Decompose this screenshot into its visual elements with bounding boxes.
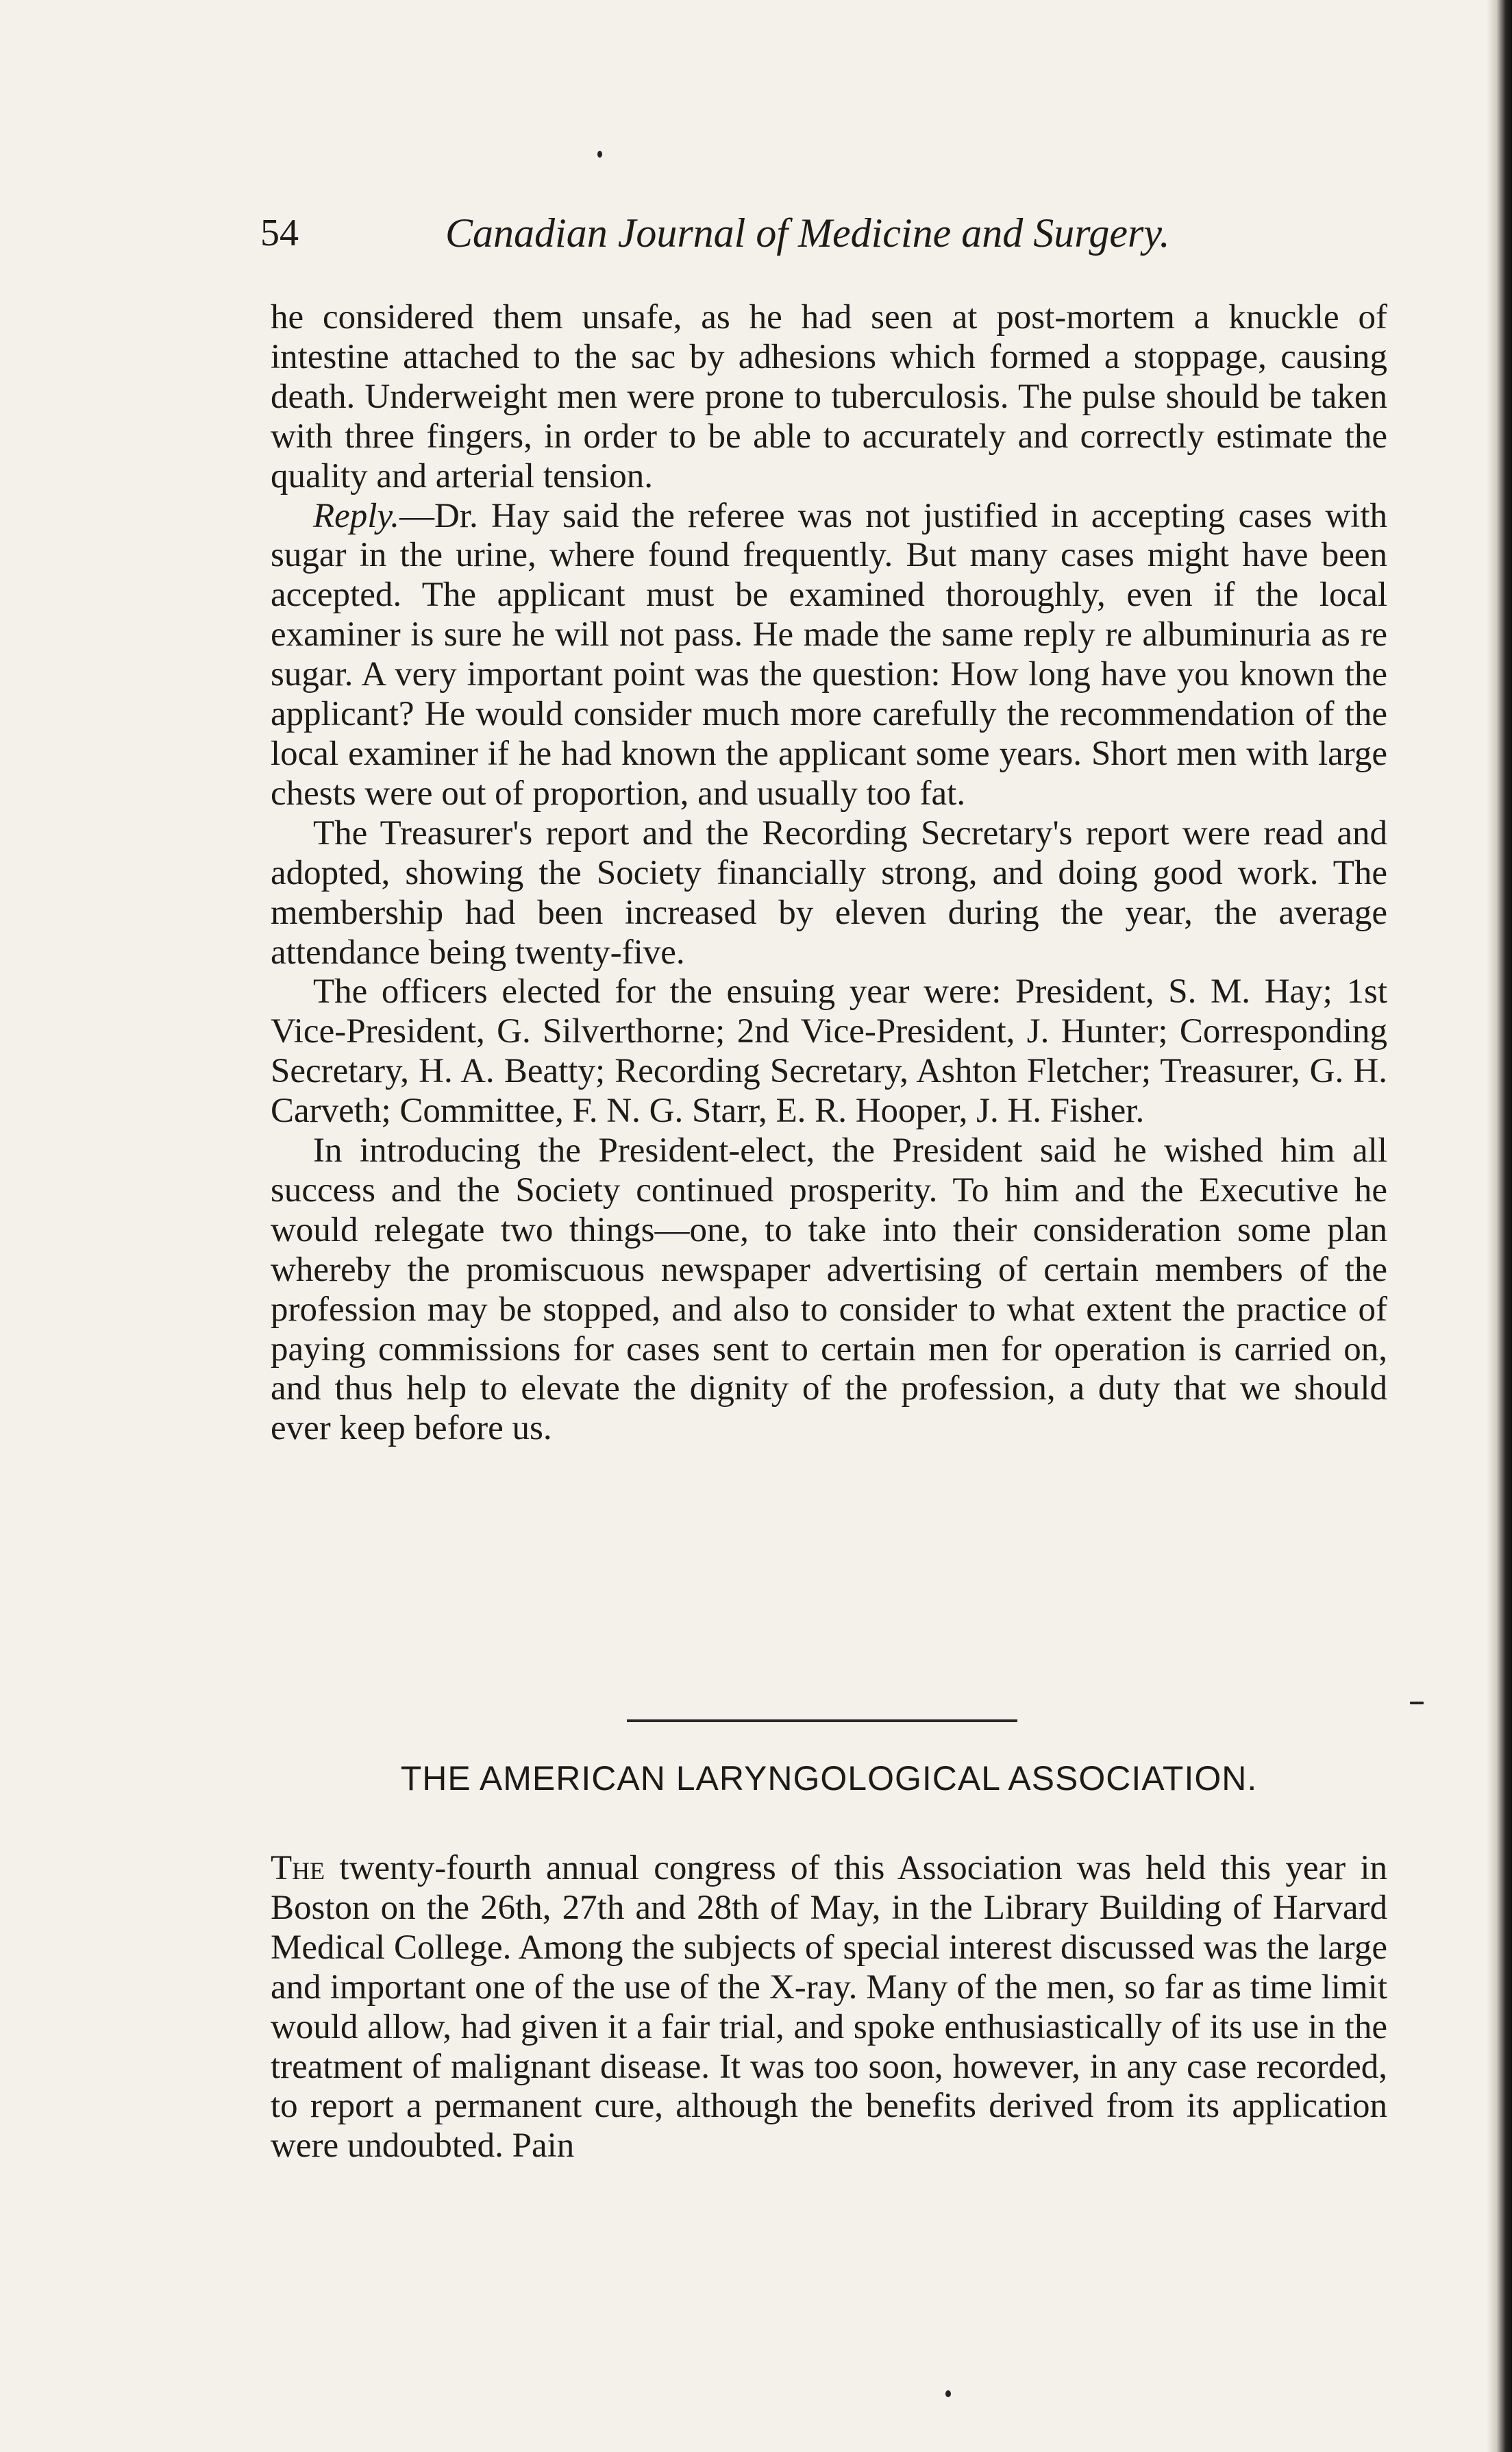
- margin-dash: [1410, 1702, 1424, 1704]
- page-number: 54: [260, 212, 299, 254]
- congress-text: twenty-fourth annual congress of this Association was held this year in Boston on the 26th, 27th and 28th of May, in the Library Building of Harvard Medical College. Among the subjects of special interest discussed was the large and important one of the use of the X-ray. Many of the men, so far as time limit would allow, had given it a fair trial, and spoke enthusiastically of its use in the treatment of malignant disease. It was too soon, however, in any case recorded, to report a permanent cure, although the benefits derived from its application were undoubted. Pain: [271, 1849, 1387, 2166]
- paragraph-officers-elected: The officers elected for the ensuing year were: President, S. M. Hay; 1st Vice-President, G. Silverthorne; 2nd Vice-President, J. Hunter; Corresponding Secretary, H. A. Beatty; Recording Secretary, Ashton Fletcher; Treasurer, G. H. Carveth; Committee, F. N. G. Starr, E. R. Hooper, J. H. Fisher.: [271, 972, 1387, 1131]
- paragraph-unsafe-cases: he considered them unsafe, as he had seen at post-mortem a knuckle of intestine attached to the sac by adhesions which formed a stoppage, causing death. Underweight men were prone to tuberculosis. The pulse should be taken with three fingers, in order to be able to accurately and correctly estimate the quality and arterial tension.: [271, 298, 1387, 495]
- section-divider: [627, 1719, 1017, 1722]
- journal-title: Canadian Journal of Medicine and Surgery.: [445, 210, 1170, 256]
- book-spine-edge: [1487, 0, 1512, 2452]
- paragraph-president-elect: In introducing the President-elect, the President said he wished him all success and the Society continued prosperity. To him and the Executive he would relegate two things—one, to take into their consideration some plan whereby the promiscuous newspaper advertising of certain members of the profession may be stopped, and also to consider to what extent the practice of paying commissions for cases sent to certain men for operation is carried on, and thus help to elevate the dignity of the profession, a duty that we should ever keep before us.: [271, 1131, 1387, 1448]
- section-heading: THE AMERICAN LARYNGOLOGICAL ASSOCIATION.: [400, 1759, 1258, 1798]
- society-report-continuation: [271, 298, 1387, 1449]
- reply-text: —Dr. Hay said the referee was not justified in accepting cases with sugar in the urine, where found frequently. But many cases might have been accepted. The applicant must be examined thoroughly, even if the local examiner is sure he will not pass. He made the same reply re albuminuria as re sugar. A very important point was the question: How long have you known the applicant? He would consider much more carefully the recommendation of the local examiner if he had known the applicant some years. Short men with large chests were out of proportion, and usually too fat.: [271, 496, 1387, 813]
- lead-word: The: [271, 1849, 325, 1887]
- paragraph-reply: [271, 497, 1387, 814]
- top-speck: [597, 151, 602, 158]
- running-header: [260, 206, 1384, 260]
- laryngological-association-article: [271, 1849, 1387, 2166]
- bottom-speck: [945, 2390, 951, 2397]
- paragraph-treasurer-report: The Treasurer's report and the Recording Secretary's report were read and adopted, showing the Society financially strong, and doing good work. The membership had been increased by eleven during the year, the average attendance being twenty-five.: [271, 813, 1387, 972]
- reply-label: Reply.: [313, 496, 400, 535]
- paragraph-congress: [271, 1849, 1387, 2166]
